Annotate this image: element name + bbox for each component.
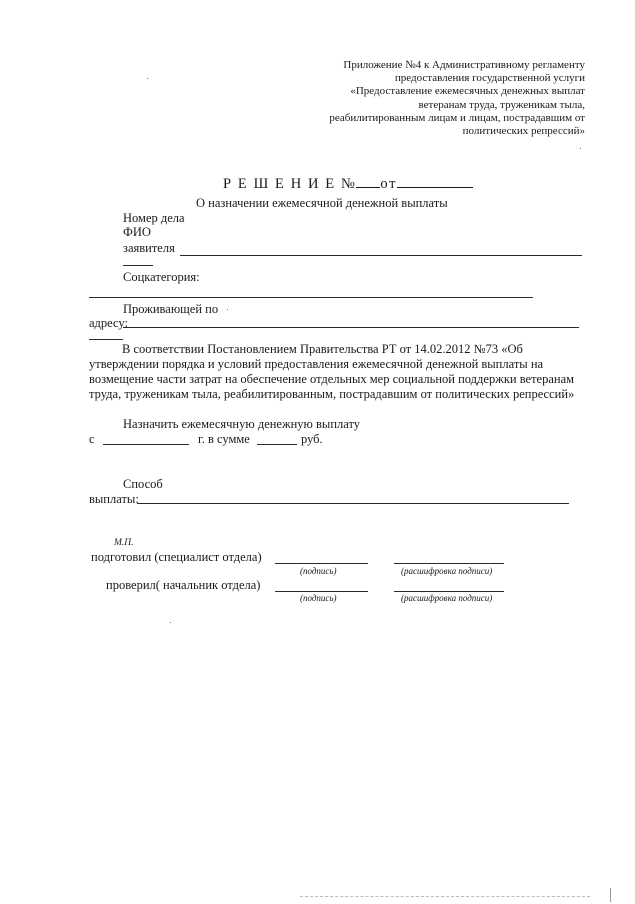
stamp-place: М.П. [114, 538, 134, 548]
start-date-field[interactable] [103, 444, 189, 445]
decision-subtitle: О назначении ежемесячной денежной выплаты [196, 196, 448, 210]
appendix-header [329, 59, 585, 138]
decode-hint: (расшифровка подписи) [401, 593, 493, 603]
decision-date-blank[interactable] [397, 176, 473, 188]
decision-number-blank[interactable] [356, 176, 380, 188]
appendix-line: «Предоставление ежемесячных денежных выплат [350, 85, 585, 98]
prepared-label: подготовил (специалист отдела) [91, 550, 262, 564]
case-number-label: Номер дела [123, 211, 185, 225]
decision-title [223, 176, 473, 193]
appendix-line: политических репрессий» [462, 125, 585, 138]
signature-hint: (подпись) [300, 566, 337, 576]
year-amount-label: г. в сумме [198, 432, 250, 446]
basis-paragraph: В соответствии Постановлением Правительства РТ от 14.02.2012 №73 «Об утверждении порядка и условий предоставления ежемесячной денежной выплаты на возмещение части затрат на обеспечение отдельных мер социальной поддержки ветеранам труда, труженикам тыла, реабилитированным, пострадавшим от политических репрессий» [89, 342, 575, 401]
scan-speck [227, 309, 228, 310]
amount-field[interactable] [257, 444, 297, 445]
decode-hint: (расшифровка подписи) [401, 566, 493, 576]
residing-label: Проживающей по [123, 302, 219, 316]
prepared-signature-field[interactable] [275, 563, 368, 564]
scan-speck [170, 622, 171, 623]
applicant-field[interactable] [180, 255, 582, 256]
appendix-line: предоставления государственной услуги [394, 72, 585, 85]
assign-from-prefix: с [89, 432, 95, 446]
scan-speck [147, 78, 148, 79]
fio-label: ФИО [123, 225, 151, 239]
applicant-label: заявителя [123, 241, 175, 255]
social-category-label: Соцкатегория: [123, 270, 200, 284]
scan-speck [580, 148, 581, 149]
currency-label: руб. [301, 432, 323, 446]
checked-label: проверил( начальник отдела) [106, 578, 261, 592]
payment-label: выплаты: [89, 492, 139, 506]
scan-edge-artifact [610, 888, 611, 902]
decision-label: Р Е Ш Е Н И Е № [223, 176, 357, 192]
appendix-line: ветеранам труда, труженикам тыла, [418, 98, 585, 111]
assign-text: Назначить ежемесячную денежную выплату [123, 417, 361, 431]
prepared-decode-field[interactable] [394, 563, 504, 564]
signature-hint: (подпись) [300, 593, 337, 603]
decision-from-label: от [380, 176, 398, 192]
checked-signature-field[interactable] [275, 591, 368, 592]
social-category-field[interactable] [89, 297, 533, 298]
address-field[interactable] [123, 327, 579, 328]
short-divider [123, 265, 153, 266]
payment-method-label: Способ [123, 477, 163, 491]
appendix-line: реабилитированным лицам и лицам, пострадавшим от [329, 111, 585, 124]
scan-edge-artifact [300, 896, 590, 897]
address-label: адресу: [89, 316, 128, 330]
address-continuation[interactable] [89, 339, 123, 340]
payment-method-field[interactable] [137, 503, 569, 504]
checked-decode-field[interactable] [394, 591, 504, 592]
appendix-line: Приложение №4 к Административному регламенту [343, 59, 585, 71]
